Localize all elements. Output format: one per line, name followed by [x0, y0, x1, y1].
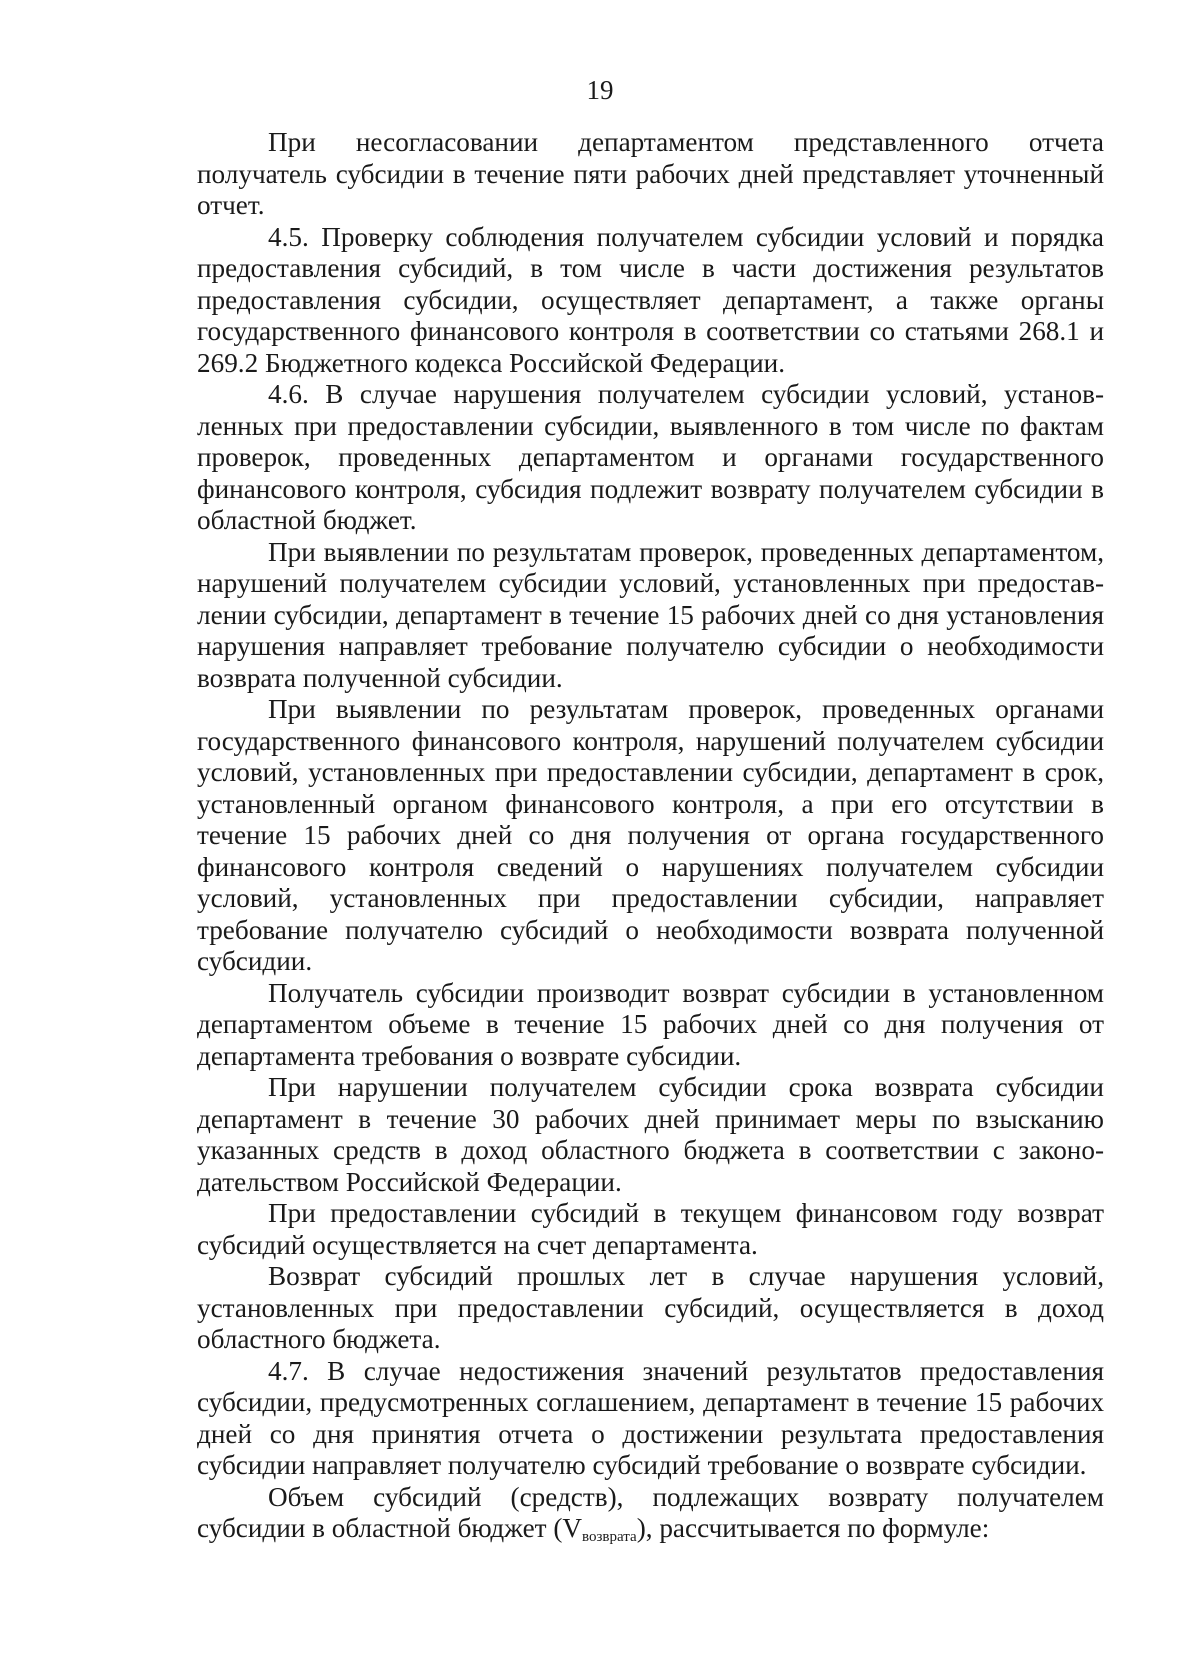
- paragraph: 4.6. В случае нарушения получателем субсидии условий, установленных при предоставлении субсидии, выявленного в том числе по фактам проверок, проведенных департаментом и органами государственного финансового контроля, субсидия подлежит возврату получателем субсидии в областной бюджет.: [197, 379, 1104, 535]
- paragraph: Возврат субсидий прошлых лет в случае нарушения условий, установленных при предоставлении субсидий, осуществляется в доход областного бюджета.: [197, 1261, 1104, 1354]
- paragraph: При нарушении получателем субсидии срока возврата субсидии департамент в течение 30 рабочих дней принимает меры по взысканию указанных средств в доход областного бюджета в соответствии с законодательством Российской Федерации.: [197, 1072, 1104, 1197]
- document-body: [197, 127, 1104, 1545]
- formula-intro-text: Объем субсидий (средств), подлежащих возврату получателем субсидии в областной бюджет (V: [197, 1481, 1104, 1543]
- variable-subscript: возврата: [582, 1529, 637, 1545]
- paragraph: 4.7. В случае недостижения значений результатов предоставления субсидии, предусмотренных соглашением, департамент в течение 15 рабочих дней со дня принятия отчета о достижении результата предоставления субсидии направляет получателю субсидий требование о возврате субсидии.: [197, 1355, 1104, 1480]
- paragraph: При выявлении по результатам проверок, проведенных органами государственного финансового контроля, нарушений получателем субсидии условий, установленных при предоставлении субсидии, департамент в срок, установленный органом финансового контроля, а при его отсутствии в течение 15 рабочих дней со дня получения от органа государственного финансового контроля сведений о нарушениях получателем субсидии условий, установленных при предоставлении субсидии, направляет требование получателю субсидий о необходимости возврата полученной субсидии.: [197, 694, 1104, 976]
- page-number: 19: [586, 75, 614, 105]
- paragraph: 4.5. Проверку соблюдения получателем субсидии условий и порядка предоставления субсидий, в том числе в части достижения результатов предоставления субсидии, осуществляет департамент, а также органы государственного финансового контроля в соответствии со статьями 268.1 и 269.2 Бюджетного кодекса Российской Федерации.: [197, 221, 1104, 378]
- formula-intro-paragraph: [197, 1482, 1104, 1545]
- paragraph: При предоставлении субсидий в текущем финансовом году возврат субсидий осуществляется на счет департамента.: [197, 1198, 1104, 1260]
- paragraph: При выявлении по результатам проверок, проведенных департаментом, нарушений получателем субсидии условий, установленных при предоставлении субсидии, департамент в течение 15 рабочих дней со дня установления нарушения направляет требование получателю субсидии о необходимости возврата полученной субсидии.: [197, 536, 1104, 693]
- paragraph: При несогласовании департаментом представленного отчета получатель субсидии в течение пяти рабочих дней представляет уточненный отчет.: [197, 127, 1104, 220]
- paragraph: Получатель субсидии производит возврат субсидии в установленном департаментом объеме в течение 15 рабочих дней со дня получения от департамента требования о возврате субсидии.: [197, 977, 1104, 1071]
- formula-intro-text-end: ), рассчитывается по формуле:: [636, 1513, 990, 1543]
